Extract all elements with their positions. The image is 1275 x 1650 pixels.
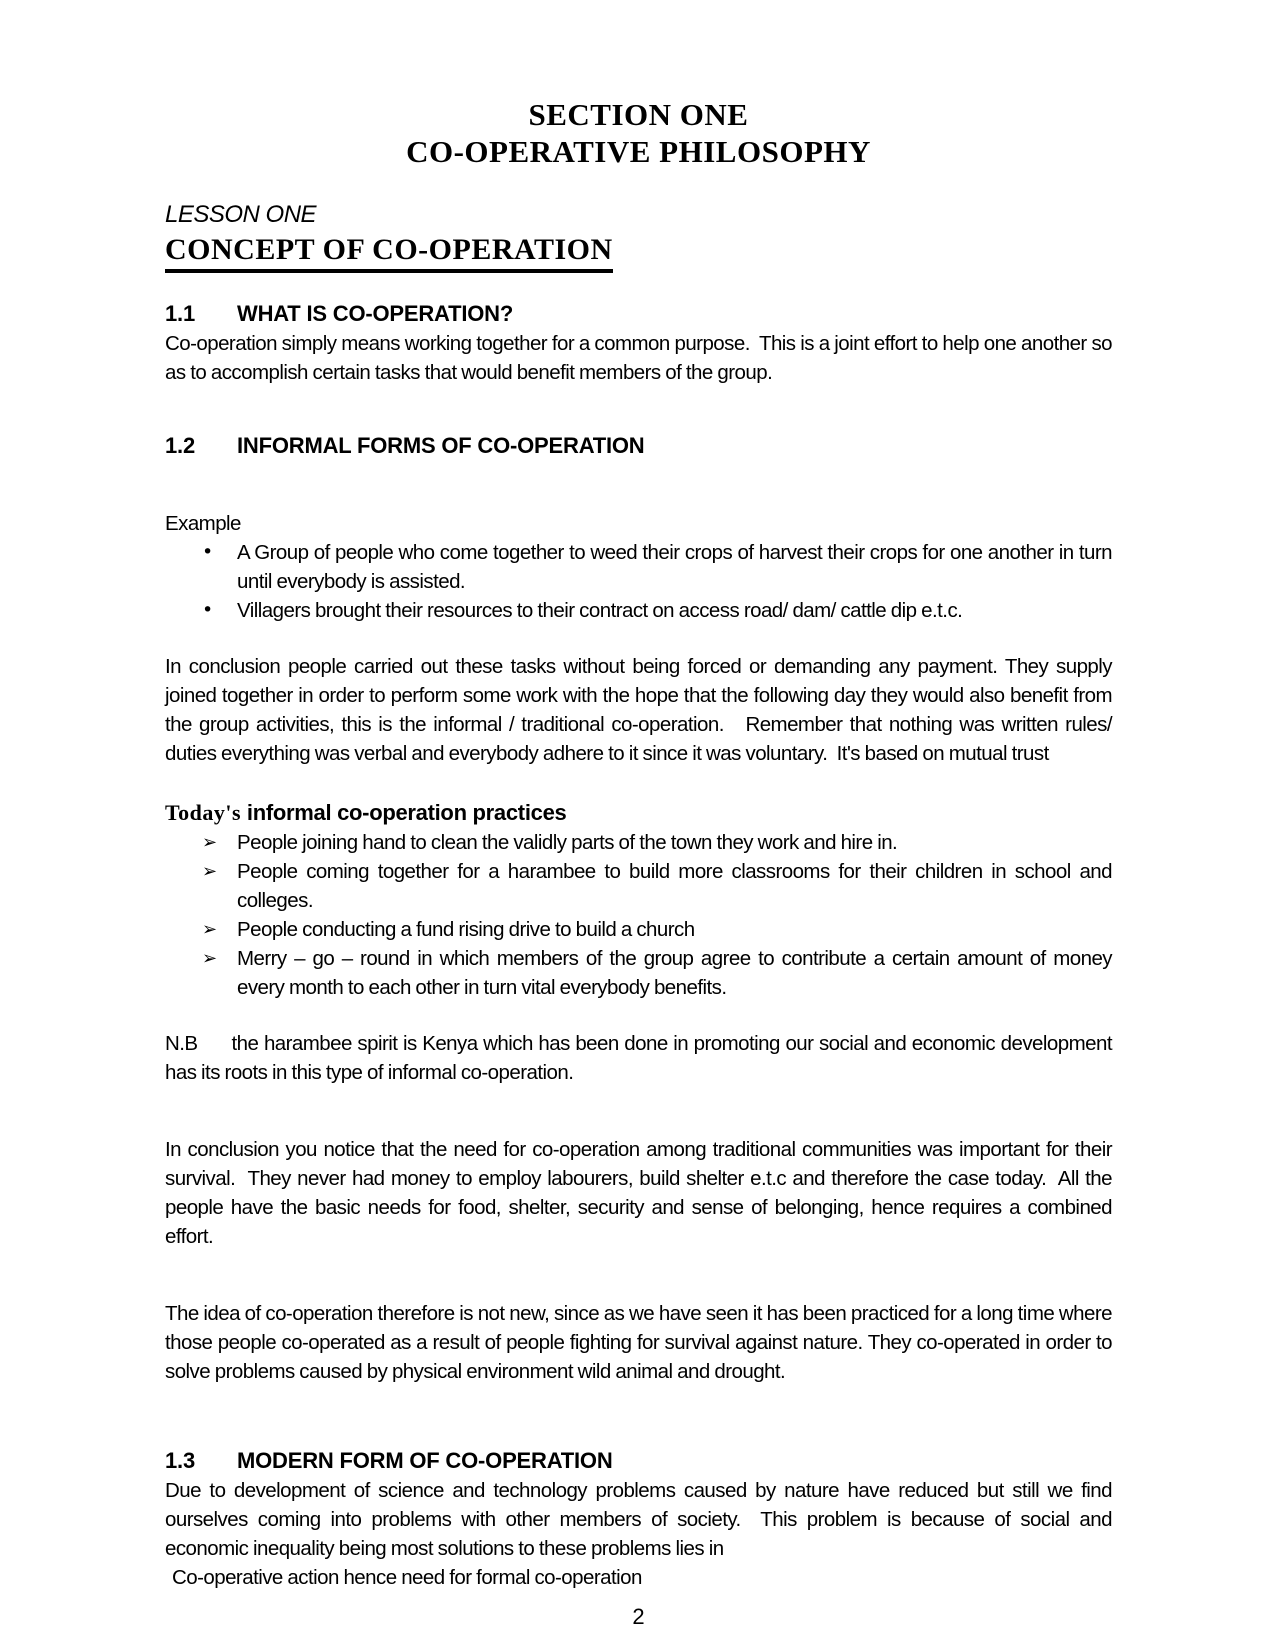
list-item-text: Merry – go – round in which members of the group agree to contribute a certain amount of money every month to each other in turn vital everybody benefits. <box>237 947 1117 999</box>
section-heading-1-1 <box>165 299 1112 329</box>
paragraph-cooperative-action: Co-operative action hence need for formal co-operation <box>172 1566 642 1589</box>
arrow-bullet-icon: ➢ <box>202 861 218 882</box>
nb-paragraph <box>165 1029 1117 1087</box>
page-number: 2 <box>632 1604 645 1629</box>
list-item <box>202 538 1117 596</box>
nb-label: N.B <box>165 1032 198 1055</box>
list-item-text: People coming together for a harambee to build more classrooms for their children in school and colleges. <box>237 860 1117 912</box>
section-heading-text: INFORMAL FORMS OF CO-OPERATION <box>237 433 645 458</box>
todays-practices-heading <box>165 798 1112 828</box>
nb-text: the harambee spirit is Kenya which has been done in promoting our social and economic development has its roots in this type of informal co-operation. <box>165 1032 1117 1084</box>
section-number: 1.1 <box>165 301 195 326</box>
arrow-bullet-icon: ➢ <box>202 948 218 969</box>
paragraph-idea-not-new: The idea of co-operation therefore is not new, since as we have seen it has been practiced for a long time where those people co-operated as a result of people fighting for survival against nature. They co-operated in order to solve problems caused by physical environment wild animal and drought. <box>165 1302 1117 1383</box>
list-item-text: People joining hand to clean the validly parts of the town they work and hire in. <box>237 831 898 854</box>
list-item <box>202 828 1112 857</box>
section-heading-1-2 <box>165 431 1112 461</box>
todays-heading-rest: informal co-operation practices <box>241 800 567 825</box>
bullet-icon: • <box>202 599 214 621</box>
todays-word: Today's <box>165 800 242 825</box>
todays-practices-list <box>165 828 1117 1002</box>
list-item <box>202 915 1112 944</box>
paragraph-conclusion-need: In conclusion you notice that the need for co-operation among traditional communities was important for their survival. They never had money to employ labourers, build shelter e.t.c and therefore the case today. All the people have the basic needs for food, shelter, security and sense of belonging, hence requires a combined effort. <box>165 1138 1117 1248</box>
section-heading-1-3 <box>165 1446 1112 1476</box>
section-heading-text: MODERN FORM OF CO-OPERATION <box>237 1448 613 1473</box>
list-item-text: People conducting a fund rising drive to build a church <box>237 918 695 941</box>
list-item <box>202 596 1112 625</box>
paragraph-modern-form: Due to development of science and technology problems caused by nature have reduced but still we find ourselves coming into problems with other members of society. This problem is because of social and economic inequality being most solutions to these problems lies in <box>165 1479 1117 1560</box>
example-label: Example <box>165 512 241 535</box>
list-item-text: A Group of people who come together to weed their crops of harvest their crops for one another in turn until everybody is assisted. <box>237 541 1117 593</box>
lesson-label: LESSON ONE <box>165 201 317 228</box>
section-heading-text: WHAT IS CO-OPERATION? <box>237 301 514 326</box>
section-title: SECTION ONE <box>528 97 749 132</box>
list-item <box>202 857 1117 915</box>
list-item <box>202 944 1117 1002</box>
lesson-title <box>165 233 1112 273</box>
paragraph-what-is-cooperation: Co-operation simply means working together for a common purpose. This is a joint effort to help one another so as to accomplish certain tasks that would benefit members of the group. <box>165 332 1117 384</box>
list-item-text: Villagers brought their resources to their contract on access road/ dam/ cattle dip e.t.c. <box>237 599 963 622</box>
section-subtitle: CO-OPERATIVE PHILOSOPHY <box>406 134 871 169</box>
section-number: 1.2 <box>165 433 195 458</box>
lesson-title-text: CONCEPT OF CO-OPERATION <box>165 233 613 273</box>
arrow-bullet-icon: ➢ <box>202 919 218 940</box>
paragraph-informal-conclusion: In conclusion people carried out these tasks without being forced or demanding any payment. They supply joined together in order to perform some work with the hope that the following day they would also benefit from the group activities, this is the informal / traditional co-operation. Remember that nothing was written rules/ duties everything was verbal and everybody adhere to it since it was voluntary. It's based on mutual trust <box>165 655 1117 765</box>
bullet-icon: • <box>202 541 214 563</box>
example-list <box>165 538 1117 625</box>
section-number: 1.3 <box>165 1448 195 1473</box>
arrow-bullet-icon: ➢ <box>202 832 218 853</box>
